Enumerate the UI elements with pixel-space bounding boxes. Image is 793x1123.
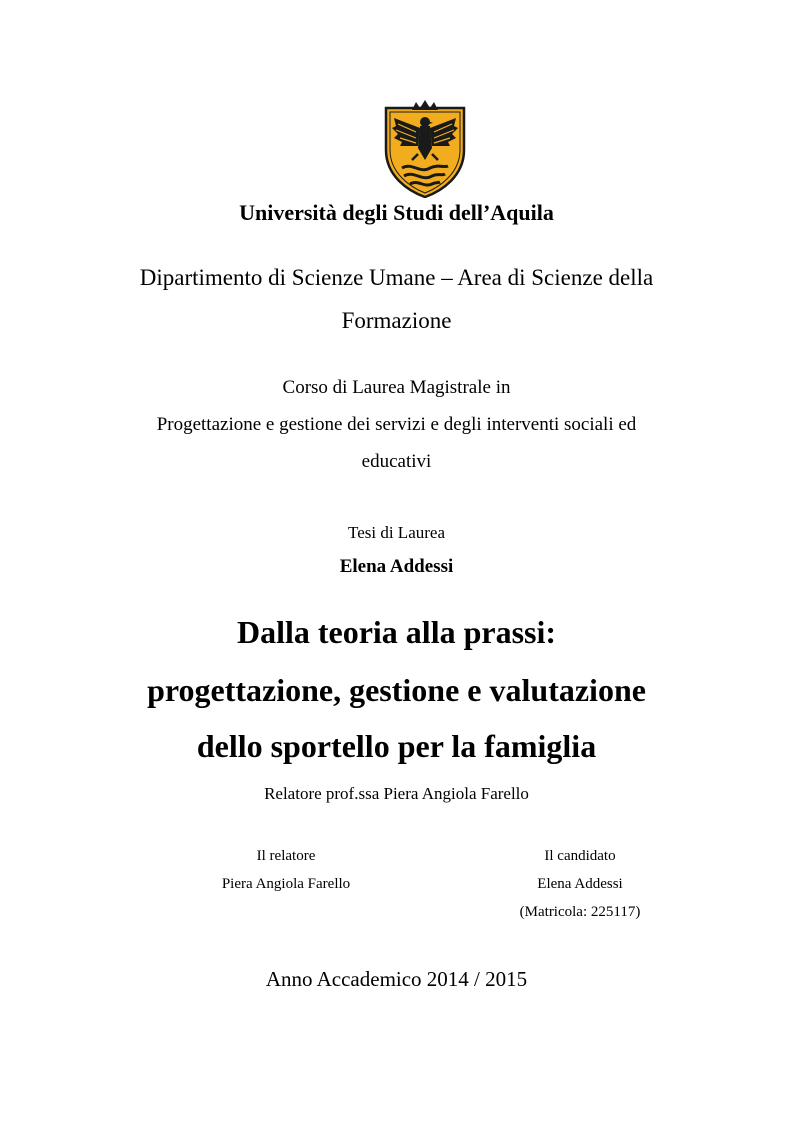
university-crest-icon bbox=[382, 98, 468, 198]
thesis-title-line-1: Dalla teoria alla prassi: bbox=[236, 614, 557, 650]
supervisor-line: Relatore prof.ssa Piera Angiola Farello bbox=[264, 784, 529, 803]
supervisor-name: Piera Angiola Farello bbox=[221, 876, 351, 892]
department-line-2: Formazione bbox=[341, 308, 452, 333]
department-line-1: Dipartimento di Scienze Umane – Area di Scienze della bbox=[139, 265, 654, 290]
course-line-2: Progettazione e gestione dei servizi e degli interventi sociali ed bbox=[156, 414, 637, 435]
candidate-matricola: (Matricola: 225117) bbox=[519, 904, 641, 920]
course-line-1: Corso di Laurea Magistrale in bbox=[282, 377, 511, 398]
supervisor-role: Il relatore bbox=[256, 848, 316, 864]
thesis-title-line-3: dello sportello per la famiglia bbox=[196, 728, 597, 764]
thesis-title-line-2: progettazione, gestione e valutazione bbox=[147, 672, 646, 708]
academic-year: Anno Accademico 2014 / 2015 bbox=[265, 967, 528, 991]
thesis-type: Tesi di Laurea bbox=[348, 523, 445, 542]
course-line-3: educativi bbox=[361, 451, 432, 472]
university-name: Università degli Studi dell’Aquila bbox=[239, 200, 554, 225]
candidate-role: Il candidato bbox=[544, 848, 616, 864]
candidate-name: Elena Addessi bbox=[339, 556, 454, 577]
candidate-signature-name: Elena Addessi bbox=[537, 876, 623, 892]
